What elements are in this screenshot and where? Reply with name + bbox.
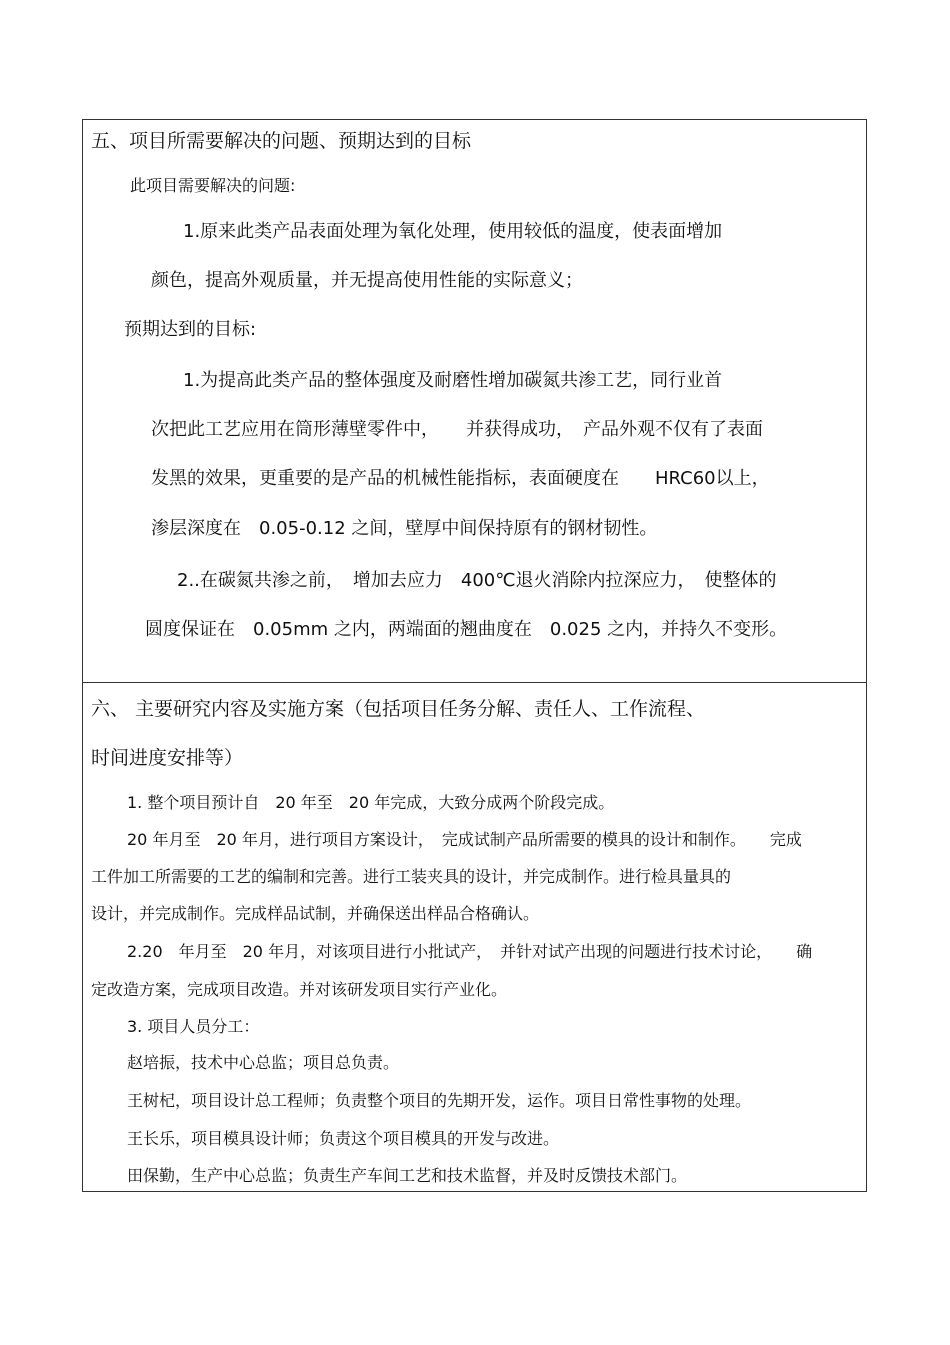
phase2-line2: 定改造方案，完成项目改造。并对该研发项目实行产业化。 xyxy=(91,980,508,999)
staff-line-3: 王长乐，项目模具设计师；负责这个项目模具的开发与改进。 xyxy=(127,1129,560,1148)
goal2-line2: 圆度保证在 0.05mm 之内，两端面的翘曲度在 0.025 之内，并持久不变形。 xyxy=(145,619,788,640)
section6-heading-line1: 六、 主要研究内容及实施方案（包括项目任务分解、责任人、工作流程、 xyxy=(91,698,706,720)
phase1-line1: 20 年月至 20 年月，进行项目方案设计， 完成试制产品所需要的模具的设计和制作。 完成 xyxy=(127,830,802,849)
section-divider xyxy=(82,682,867,683)
goal1-line4: 渗层深度在 0.05-0.12 之间，壁厚中间保持原有的钢材韧性。 xyxy=(151,518,658,539)
phase2-line1: 2.20 年月至 20 年月，对该项目进行小批试产， 并针对试产出现的问题进行技术讨论， 确 xyxy=(127,942,813,961)
problems-label: 此项目需要解决的问题: xyxy=(130,176,296,195)
goal2-line1: 2..在碳氮共渗之前， 增加去应力 400℃退火消除内拉深应力， 使整体的 xyxy=(177,570,777,591)
phase1-line3: 设计，并完成制作。完成样品试制，并确保送出样品合格确认。 xyxy=(91,904,540,923)
staff-line-4: 田保勤，生产中心总监；负责生产车间工艺和技术监督，并及时反馈技术部门。 xyxy=(127,1166,688,1185)
item3-staffing: 3. 项目人员分工： xyxy=(127,1017,260,1036)
goal1-line1: 1.为提高此类产品的整体强度及耐磨性增加碳氮共渗工艺，同行业首 xyxy=(183,370,723,391)
problem1-line2: 颜色，提高外观质量，并无提高使用性能的实际意义； xyxy=(151,270,583,291)
problem1-line1: 1.原来此类产品表面处理为氧化处理，使用较低的温度，使表面增加 xyxy=(183,221,723,242)
staff-line-2: 王树杞，项目设计总工程师；负责整个项目的先期开发，运作。项目日常性事物的处理。 xyxy=(127,1091,752,1110)
goal1-line3: 发黑的效果，更重要的是产品的机械性能指标，表面硬度在 HRC60以上， xyxy=(151,468,770,489)
staff-line-1: 赵培振，技术中心总监；项目总负责。 xyxy=(127,1053,400,1072)
goals-label: 预期达到的目标: xyxy=(124,319,257,340)
item1-schedule: 1. 整个项目预计自 20 年至 20 年完成，大致分成两个阶段完成。 xyxy=(127,793,615,812)
phase1-line2: 工件加工所需要的工艺的编制和完善。进行工装夹具的设计，并完成制作。进行检具量具的 xyxy=(91,867,732,886)
section6-heading-line2: 时间进度安排等） xyxy=(91,747,244,769)
goal1-line2: 次把此工艺应用在筒形薄壁零件中， 并获得成功， 产品外观不仅有了表面 xyxy=(151,419,763,440)
section5-heading: 五、项目所需要解决的问题、预期达到的目标 xyxy=(91,130,472,152)
